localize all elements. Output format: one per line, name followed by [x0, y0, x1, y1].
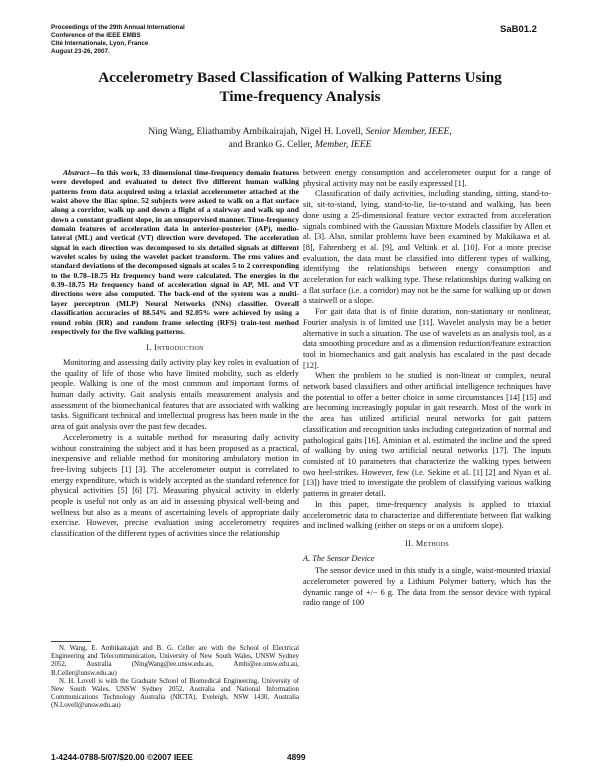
authors-names-2: and Branko G. Celler,: [228, 139, 313, 150]
title-line: Time-frequency Analysis: [219, 88, 381, 105]
abstract: [51, 168, 299, 336]
footnotes: [51, 645, 299, 711]
proceedings-line: Conference of the IEEE EMBS: [51, 32, 141, 39]
subsection-heading: A. The Sensor Device: [303, 553, 375, 563]
author-role-2: Member, IEEE: [315, 139, 372, 150]
author-list: [60, 125, 540, 151]
right-column: [303, 168, 551, 609]
authors-names-1: Ning Wang, Eliathamby Ambikairajah, Nigel H. Lovell,: [148, 126, 364, 137]
paper-title: [40, 68, 560, 106]
paragraph: Classification of daily activities, including standing, sitting, stand-to-sit, sit-to-stand, lying, stand-to-lie, lie-to-stand and walking, has been done using a 25-dimensional feature vector extracted from acceleration signals combined with the Gaussian Mixture Models classifier by Allen et al. [3]. Also, similar problems have been examined by Makikawa et al. [8], Fahrenberg et al. [9], and Veltink et al. [10]. For a more precise evaluation, the data must be classified into different types of walking, identifying the relationships between energy consumption and acceleration for each walking type. These relationships during walking on a flat surface (i.e. a corridor) may not be the same for walking up or down a stairwell or a slope.: [303, 189, 551, 306]
methods-heading-text: II. Methods: [404, 538, 450, 548]
paragraph: For gait data that is of finite duration, non-stationary or nonlinear, Fourier analysis is of limited use [11]. Wavelet analysis may be a better alternative in such a situation. The use of wavelets as an analysis tool, as a data smoothing procedure and as a dimension reduction/feature extraction tool in biomechanics and gait analysis has escalated in the past decade [12].: [303, 307, 551, 370]
introduction-heading-text: I. Introduction: [146, 343, 204, 353]
author-role-1: Senior Member, IEEE,: [365, 126, 452, 137]
footnote: N. Wang, E. Ambikairajah and B. G. Celler are with the School of Electrical Engineering and Telecommunication, University of New South Wales, UNSW Sydney 2052, Australia (NingWang@ee.unsw.edu.au, Ambi@ee.unsw.edu.au, B.Celler@unsw.edu.au): [51, 645, 299, 677]
footer-isbn: 1-4244-0788-5/07/$20.00 ©2007 IEEE: [51, 752, 193, 762]
proceedings-line: August 23-26, 2007.: [51, 48, 110, 55]
paragraph: Accelerometry is a suitable method for measuring daily activity without constraining the subject and it has been proposed as a practical, inexpensive and reliable method for monitoring ambulatory motion in free-living subjects [1] [3]. The accelerometer output is correlated to energy expenditure, which is widely accepted as the standard reference for physical activities [5] [6] [7]. Measuring physical activity in elderly people is useful not only as an aid in assessing physical well-being and wellness but also as a means of ascertaining levels of appropriate daily exercise. However, precise evaluation using accelerometry requires classification of the different types of activities since the relationship: [51, 432, 299, 539]
paper-code: SaB01.2: [500, 24, 537, 35]
proceedings-line: Proceedings of the 29th Annual International: [51, 24, 185, 31]
paragraph: The sensor device used in this study is a single, waist-mounted triaxial accelerometer powered by a Lithium Polymer battery, which has the dynamic range of +/− 6 g. The data from the sensor device with typical radio range of 100: [303, 566, 551, 608]
footnote: N. H. Lovell is with the Graduate School of Biomedical Engineering, University of New South Wales, UNSW Sydney 2052, Australia and National Information Communications Technology Australia (NICTA), Eveleigh, NSW 1430, Australia (N.Lovell@unsw.edu.au): [51, 677, 299, 710]
author-line-2: [60, 138, 540, 151]
title-line: Accelerometry Based Classification of Walking Patterns Using: [98, 69, 502, 86]
left-column: [51, 168, 299, 540]
paragraph: between energy consumption and accelerometer output for a range of physical activity may not be easily expressed [1].: [303, 168, 551, 188]
abstract-text: —In this work, 33 dimensional time-frequency domain features were developed and evaluated to detect five different human walking patterns from data acquired using a triaxial accelerometer attached at the waist above the iliac spine. 52 subjects were asked to walk on a flat surface along a corridor, walk up and down a flight of a stairway and walk up and down a constant gradient slope, in an unsupervised manner. Time-frequency domain features of acceleration data in anterior-posterior (AP), medio-lateral (ML) and vertical (VT) direction were developed. The acceleration signal in each direction was decomposed to six detailed signals at different wavelet scales by using the wavelet packet transform. The rms values and standard deviations of the decomposed signals at scales 5 to 2 corresponding to the 0.78–18.75 Hz frequency band were calculated. The energies in the 0.39–18.75 Hz frequency band of acceleration signal in AP, ML and VT directions were also computed. The back-end of the system was a multi-layer perceptron (MLP) Neural Networks (NNs) classifier. Overall classification accuracies of 88.54% and 92.05% were achieved by using a round robin (RR) and random frame selecting (RFS) train-test method respectively for the five walking patterns.: [51, 168, 299, 336]
abstract-label: Abstract: [63, 168, 90, 177]
paragraph: When the problem to be studied is non-linear or complex, neural network based classifiers and other artificial intelligence techniques have the potential to offer a better choice in some circumstances [14] [15] and are becoming increasingly popular in gait research. Most of the work in the area has utilized artificial neural networks for gait pattern classification and recognition tasks including categorization of normal and pathological gaits [16]. Aminian et al. estimated the incline and the speed of walking by using two artificial neural networks [17]. The inputs consisted of 10 parameters that characterize the walking types between two heel-strikes. However, few (i.e. Sekine et al. [1] [2] and Nyan et al. [13]) have tried to investigate the problem of classifying various walking patterns in greater detail.: [303, 371, 551, 499]
paragraph: In this paper, time-frequency analysis is applied to triaxial accelerometric data to characterize and differentiate between flat walking and inclined walking (either on steps or on a uniform slope).: [303, 499, 551, 531]
section-heading-introduction: [51, 343, 299, 354]
page-number: 4899: [287, 752, 306, 762]
author-line-1: [60, 125, 540, 138]
section-heading-methods: [303, 539, 551, 550]
proceedings-header: [51, 24, 311, 56]
footnote-rule: [51, 641, 91, 642]
paragraph: Monitoring and assessing daily activity play key roles in evaluation of the quality of life of those who have limited mobility, such as elderly people. Walking is one of the most common and important forms of human daily activity. Gait analysis entails measurement analysis and assessment of the biomechanical features that are associated with walking tasks. Significant technical and intellectual progress has been made in the area of gait analysis over the past few decades.: [51, 357, 299, 432]
proceedings-line: Cité Internationale, Lyon, France: [51, 40, 149, 47]
